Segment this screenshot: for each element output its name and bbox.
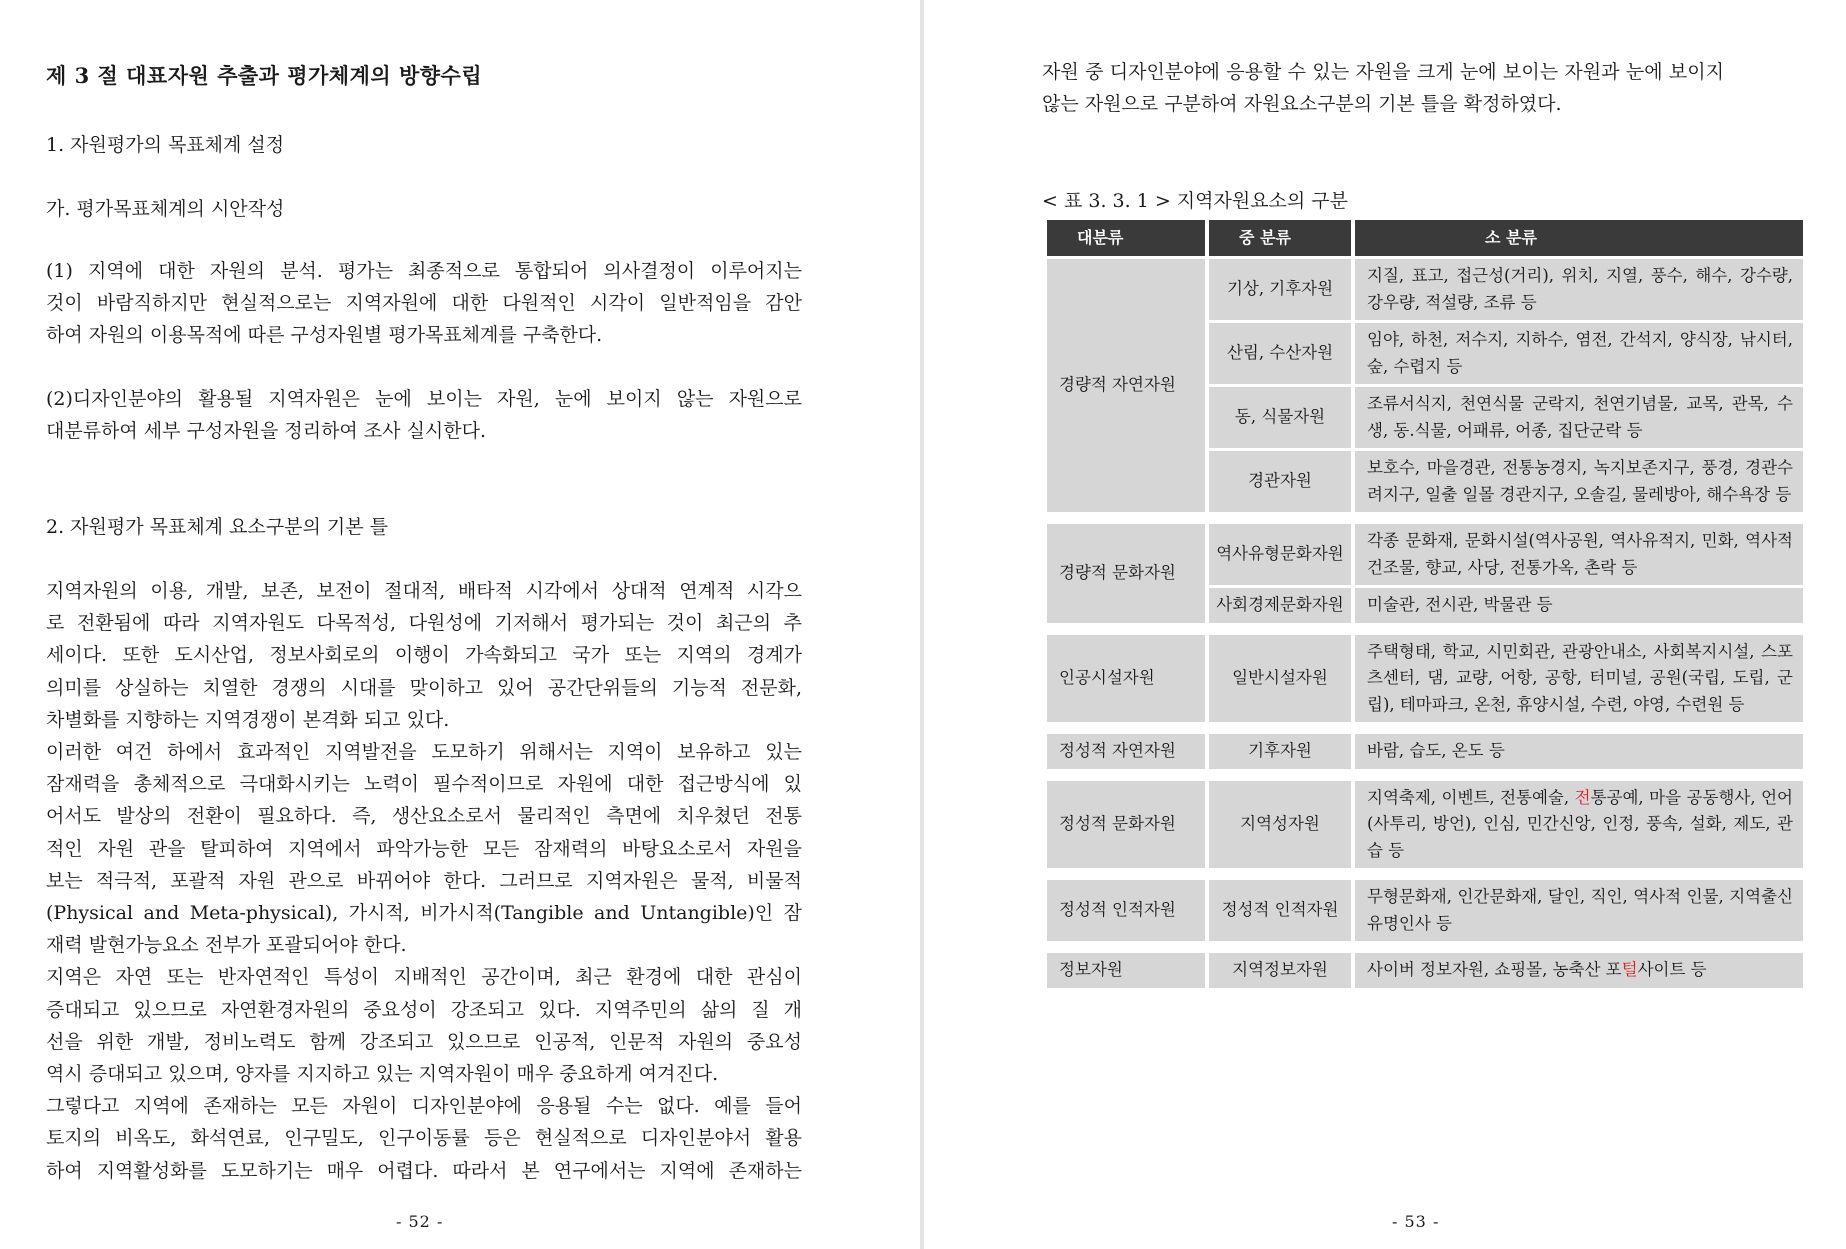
left-page [0, 0, 920, 1249]
page-number-left: - 52 - [396, 1212, 444, 1231]
group-gap [1047, 626, 1803, 632]
mid-category-cell: 산림, 수산자원 [1209, 323, 1351, 384]
intro-paragraph [1042, 56, 1724, 120]
text-line: 것이 바람직하지만 현실적으로는 지역자원에 대한 다원적인 시각이 일반적임을 감안 [46, 292, 802, 315]
table-row [1047, 781, 1803, 869]
header-major: 대분류 [1047, 220, 1205, 256]
page-number-right: - 53 - [1392, 1212, 1440, 1231]
mid-category-cell: 경관자원 [1209, 451, 1351, 512]
major-category-cell: 경량적 자연자원 [1047, 259, 1205, 512]
table-header-row [1047, 220, 1803, 256]
mid-category-cell: 사회경제문화자원 [1209, 588, 1351, 623]
text-line: 적인 자원 관을 탈피하여 지역에서 파악가능한 모든 잠재력의 바탕요소로서 자원을 [46, 837, 802, 860]
mid-category-cell: 정성적 인적자원 [1209, 880, 1351, 941]
text-line: 재력 발현가능요소 전부가 포괄되어야 한다. [46, 934, 407, 957]
major-category-cell: 인공시설자원 [1047, 635, 1205, 723]
mid-category-cell: 지역정보자원 [1209, 953, 1351, 988]
table-row [1047, 953, 1803, 988]
detail-text: 사이트 등 [1637, 960, 1707, 979]
text-line: 의미를 상실하는 치열한 경쟁의 시대를 맞이하고 있어 공간단위들의 기능적 전문화, [46, 676, 802, 699]
body-text [46, 575, 802, 1187]
major-category-cell: 정성적 인적자원 [1047, 880, 1205, 941]
major-category-cell: 정성적 문화자원 [1047, 781, 1205, 869]
text-line: (Physical and Meta-physical), 가시적, 비가시적(Tangible and Untangible)인 잠 [46, 902, 802, 925]
detail-cell: 임야, 하천, 저수지, 지하수, 염전, 간석지, 양식장, 낚시터, 숲, 수렵지 등 [1355, 323, 1803, 384]
detail-cell: 보호수, 마을경관, 전통농경지, 녹지보존지구, 풍경, 경관수려지구, 일출 일몰 경관지구, 오솔길, 물레방아, 해수욕장 등 [1355, 451, 1803, 512]
mid-category-cell: 기후자원 [1209, 734, 1351, 769]
text-line: 자원 중 디자인분야에 응용할 수 있는 자원을 크게 눈에 보이는 자원과 눈에 보이지 [1042, 61, 1724, 83]
text-line: 대분류하여 세부 구성자원을 정리하여 조사 실시한다. [46, 420, 487, 443]
detail-cell: 무형문화재, 인간문화재, 달인, 직인, 역사적 인물, 지역출신 유명인사 등 [1355, 880, 1803, 941]
text-line: (2)디자인분야의 활용될 지역자원은 눈에 보이는 자원, 눈에 보이지 않는 자원으로 [46, 388, 802, 410]
detail-cell: 미술관, 전시관, 박물관 등 [1355, 588, 1803, 623]
major-category-cell: 정성적 자연자원 [1047, 734, 1205, 769]
mid-category-cell: 역사유형문화자원 [1209, 524, 1351, 585]
table-row [1047, 635, 1803, 723]
table-caption: < 표 3. 3. 1 > 지역자원요소의 구분 [1042, 190, 1349, 212]
detail-cell: 주택형태, 학교, 시민회관, 관광안내소, 사회복지시설, 스포츠센터, 댐, 교량, 어항, 공항, 터미널, 공원(국립, 도립, 군립), 테마파크, 온천, 휴양시설, 수련, 야영, 수련원 등 [1355, 635, 1803, 723]
detail-text: 지역축제, 이벤트, 전통예술, [1367, 787, 1575, 807]
text-line: 어서도 발상의 전환이 필요하다. 즉, 생산요소로서 물리적인 측면에 치우쳤던 전통 [46, 805, 802, 828]
text-line: 로 전환됨에 따라 지역자원도 다목적성, 다원성에 기저해서 평가되는 것이 최근의 추 [46, 612, 802, 635]
table-row [1047, 880, 1803, 941]
group-gap [1047, 515, 1803, 521]
mid-category-cell: 기상, 기후자원 [1209, 259, 1351, 320]
header-minor: 소 분류 [1355, 220, 1803, 256]
text-line: 잠재력을 총체적으로 극대화시키는 노력이 필수적이므로 자원에 대한 접근방식에 있 [46, 773, 802, 796]
subsection-1-title: 1. 자원평가의 목표체계 설정 [46, 134, 285, 156]
mid-category-cell: 동, 식물자원 [1209, 387, 1351, 448]
detail-cell: 지질, 표고, 접근성(거리), 위치, 지열, 풍수, 해수, 강수량, 강우량, 적설량, 조류 등 [1355, 259, 1803, 320]
text-line: 하여 자원의 이용목적에 따른 구성자원별 평가목표체계를 구축한다. [46, 324, 603, 347]
paragraph-2 [46, 383, 802, 447]
right-page [924, 0, 1846, 1249]
detail-cell [1355, 953, 1803, 988]
detail-cell: 조류서식지, 천연식물 군락지, 천연기념물, 교목, 관목, 수생, 동.식물, 어패류, 어종, 집단군락 등 [1355, 387, 1803, 448]
text-line: 차별화를 지향하는 지역경쟁이 본격화 되고 있다. [46, 708, 450, 731]
subsection-1a-title: 가. 평가목표체계의 시안작성 [46, 198, 285, 220]
paragraph-1 [46, 255, 802, 352]
highlighted-char: 털 [1621, 960, 1638, 979]
group-gap [1047, 871, 1803, 877]
table-row [1047, 259, 1803, 320]
text-line: 세이다. 또한 도시산업, 정보사회로의 이행이 가속화되고 국가 또는 지역의 경계가 [46, 644, 802, 667]
text-line: 지역은 자연 또는 반자연적인 특성이 지배적인 공간이며, 최근 환경에 대한 관심이 [46, 966, 802, 989]
detail-text: 사이버 정보자원, 쇼핑몰, 농축산 포 [1367, 960, 1622, 979]
detail-cell [1355, 781, 1803, 869]
text-line: 그렇다고 지역에 존재하는 모든 자원이 디자인분야에 응용될 수는 없다. 예를 들어 [46, 1095, 802, 1118]
group-gap [1047, 944, 1803, 950]
text-line: 역시 증대되고 있으며, 양자를 지지하고 있는 지역자원이 매우 중요하게 여겨진다. [46, 1063, 719, 1086]
subsection-2-title: 2. 자원평가 목표체계 요소구분의 기본 틀 [46, 516, 388, 538]
resource-classification-table [1043, 217, 1807, 991]
table-row [1047, 524, 1803, 585]
text-line: 토지의 비옥도, 화석연료, 인구밀도, 인구이동률 등은 현실적으로 디자인분야서 활용 [46, 1127, 802, 1150]
table-row [1047, 734, 1803, 769]
highlighted-char: 전 [1574, 787, 1591, 807]
text-line: 보는 적극적, 포괄적 자원 관으로 바뀌어야 한다. 그러므로 지역자원은 물적, 비물적 [46, 869, 802, 892]
detail-cell: 각종 문화재, 문화시설(역사공원, 역사유적지, 민화, 역사적 건조물, 향교, 사당, 전통가옥, 촌락 등 [1355, 524, 1803, 585]
text-line: 지역자원의 이용, 개발, 보존, 보전이 절대적, 배타적 시각에서 상대적 연계적 시각으 [46, 580, 802, 602]
mid-category-cell: 지역성자원 [1209, 781, 1351, 869]
text-line: 선을 위한 개발, 정비노력도 함께 강조되고 있으므로 인공적, 인문적 자원의 중요성 [46, 1030, 802, 1053]
detail-cell: 바람, 습도, 온도 등 [1355, 734, 1803, 769]
group-gap [1047, 772, 1803, 778]
detail-text: 통공예, 마을 공동행사, 언어(사투리, 방언), 인심, 민간신앙, 인정, 풍속, 설화, 제도, 관습 등 [1367, 787, 1793, 860]
text-line: 이러한 여건 하에서 효과적인 지역발전을 도모하기 위해서는 지역이 보유하고 있는 [46, 741, 802, 764]
major-category-cell: 정보자원 [1047, 953, 1205, 988]
text-line: 증대되고 있으므로 자연환경자원의 중요성이 강조되고 있다. 지역주민의 삶의 질 개 [46, 998, 802, 1021]
section-heading: 제 3 절 대표자원 추출과 평가체계의 방향수립 [46, 63, 483, 88]
group-gap [1047, 725, 1803, 731]
text-line: (1) 지역에 대한 자원의 분석. 평가는 최종적으로 통합되어 의사결정이 이루어지는 [46, 260, 802, 282]
mid-category-cell: 일반시설자원 [1209, 635, 1351, 723]
header-middle: 중 분류 [1209, 220, 1351, 256]
major-category-cell: 경량적 문화자원 [1047, 524, 1205, 623]
text-line: 않는 자원으로 구분하여 자원요소구분의 기본 틀을 확정하였다. [1042, 93, 1562, 115]
text-line: 하여 지역활성화를 도모하기는 매우 어렵다. 따라서 본 연구에서는 지역에 존재하는 [46, 1159, 802, 1182]
